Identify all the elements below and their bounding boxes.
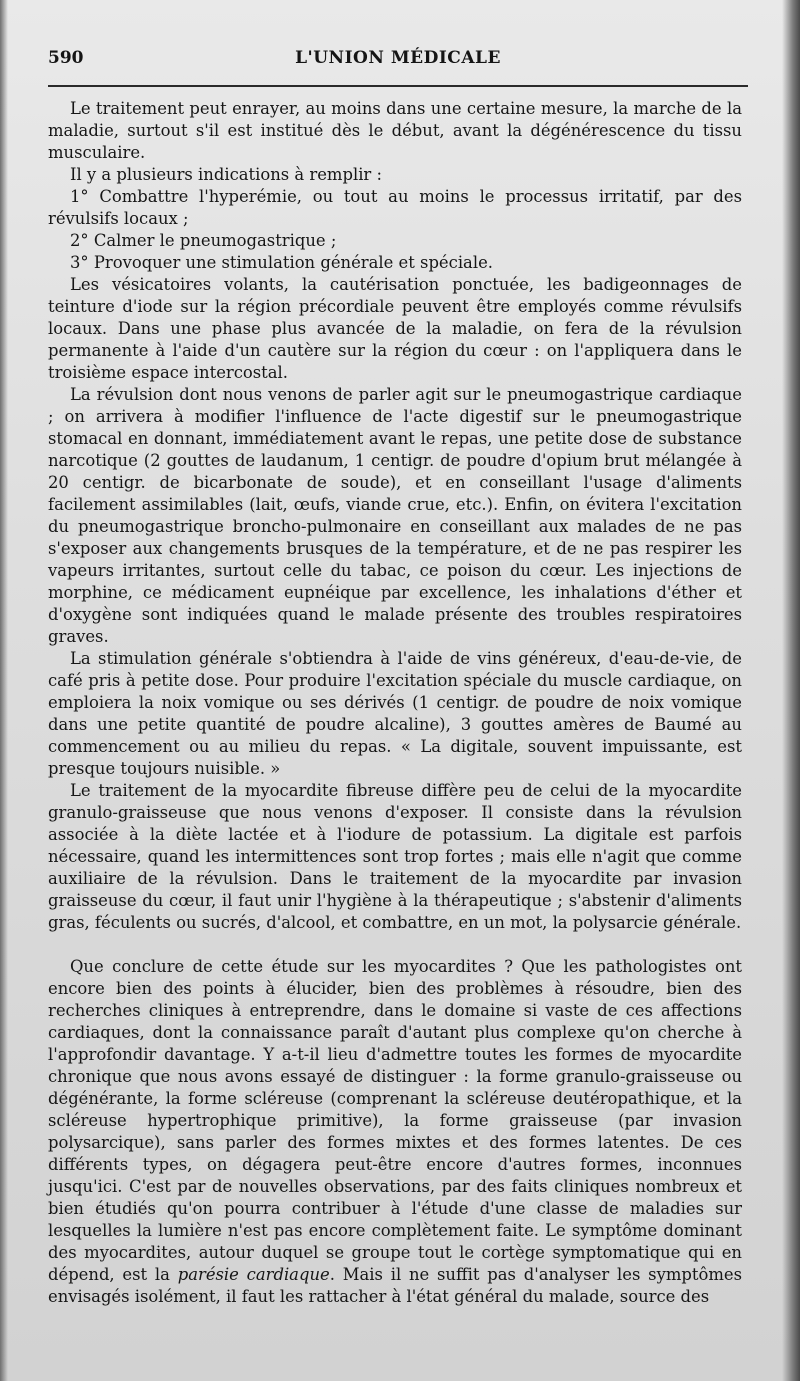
- conclusion-paragraph: [48, 956, 742, 1308]
- running-title: L'UNION MÉDICALE: [295, 48, 501, 68]
- section-break: [48, 934, 742, 956]
- header-rule: [48, 85, 748, 87]
- paragraph: Le traitement peut enrayer, au moins dans une certaine mesure, la marche de la maladie, surtout s'il est institué dès le début, avant la dégénérescence du tissu musculaire.: [48, 99, 742, 162]
- page-right-shadow: [782, 0, 800, 1381]
- list-item: 2° Calmer le pneumogastrique ;: [70, 231, 337, 250]
- paragraph: Le traitement de la myocardite fibreuse diffère peu de celui de la myocardite granulo-graisseuse que nous venons d'exposer. Il consiste dans la révulsion associée à la diète lactée et à l'iodure de potassium. La digitale est parfois nécessaire, quand les intermittences sont trop fortes ; mais elle n'agit que comme auxiliaire de la révulsion. Dans le traitement de la myocardite par invasion graisseuse du cœur, il faut unir l'hygiène à la thérapeutique ; s'abstenir d'aliments gras, féculents ou sucrés, d'alcool, et combattre, en un mot, la polysarcie générale.: [48, 781, 742, 932]
- conclusion-text-start: Que conclure de cette étude sur les myocardites ? Que les pathologistes ont encore bien des points à élucider, bien des problèmes à résoudre, bien des recherches cliniques à entreprendre, dans le domaine si vaste de ces affections cardiaques, dont la connaissance paraît d'autant plus complexe qu'on cherche à l'approfondir davantage. Y a-t-il lieu d'admettre toutes les formes de myocardite chronique que nous avons essayé de distinguer : la forme granulo-graisseuse ou dégénérante, la forme scléreuse (comprenant la scléreuse deutéropathique, et la scléreuse hypertrophique primitive), la forme graisseuse (par invasion polysarcique), sans parler des formes mixtes et des formes latentes. De ces différents types, on dégagera peut-être encore d'autres formes, inconnues jusqu'ici. C'est par de nouvelles observations, par des faits cliniques nombreux et bien étudiés qu'on pourra contribuer à l'étude d'une classe de maladies sur lesquelles la lumière n'est pas encore complètement faite. Le symptôme dominant des myocardites, autour duquel se groupe tout le cortège symptomatique qui en dépend, est la: [48, 957, 742, 1284]
- conclusion-text-end: . Mais il ne suffit pas d'analyser les symptômes envisagés isolément, il faut les rattacher à l'état général du malade, source des: [48, 1265, 742, 1306]
- page-header: [48, 48, 748, 76]
- conclusion-emphasis: parésie cardiaque: [177, 1265, 330, 1284]
- page-number: 590: [48, 48, 84, 68]
- page-left-shadow: [0, 0, 8, 1381]
- list-item: 3° Provoquer une stimulation générale et spéciale.: [70, 253, 493, 272]
- list-item: 1° Combattre l'hyperémie, ou tout au moins le processus irritatif, par des révulsifs locaux ;: [48, 187, 742, 228]
- paragraph: La stimulation générale s'obtiendra à l'aide de vins généreux, d'eau-de-vie, de café pris à petite dose. Pour produire l'excitation spéciale du muscle cardiaque, on emploiera la noix vomique ou ses dérivés (1 centigr. de poudre de noix vomique dans une petite quantité de poudre alcaline), 3 gouttes amères de Baumé au commencement ou au milieu du repas. « La digitale, souvent impuissante, est presque toujours nuisible. »: [48, 649, 742, 778]
- paragraph: Les vésicatoires volants, la cautérisation ponctuée, les badigeonnages de teinture d'iode sur la région précordiale peuvent être employés comme révulsifs locaux. Dans une phase plus avancée de la maladie, on fera de la révulsion permanente à l'aide d'un cautère sur la région du cœur : on l'appliquera dans le troisième espace intercostal.: [48, 275, 742, 382]
- article-body: [48, 98, 742, 1308]
- paragraph: La révulsion dont nous venons de parler agit sur le pneumogastrique cardiaque ; on arrivera à modifier l'influence de l'acte digestif sur le pneumogastrique stomacal en donnant, immédiatement avant le repas, une petite dose de substance narcotique (2 gouttes de laudanum, 1 centigr. de poudre d'opium brut mélangée à 20 centigr. de bicarbonate de soude), et en conseillant l'usage d'aliments facilement assimilables (lait, œufs, viande crue, etc.). Enfin, on évitera l'excitation du pneumogastrique broncho-pulmonaire en conseillant aux malades de ne pas s'exposer aux changements brusques de la température, et de ne pas respirer les vapeurs irritantes, surtout celle du tabac, ce poison du cœur. Les injections de morphine, ce médicament eupnéique par excellence, les inhalations d'éther et d'oxygène sont indiquées quand le malade présente des troubles respiratoires graves.: [48, 385, 742, 646]
- paragraph: Il y a plusieurs indications à remplir :: [70, 165, 382, 184]
